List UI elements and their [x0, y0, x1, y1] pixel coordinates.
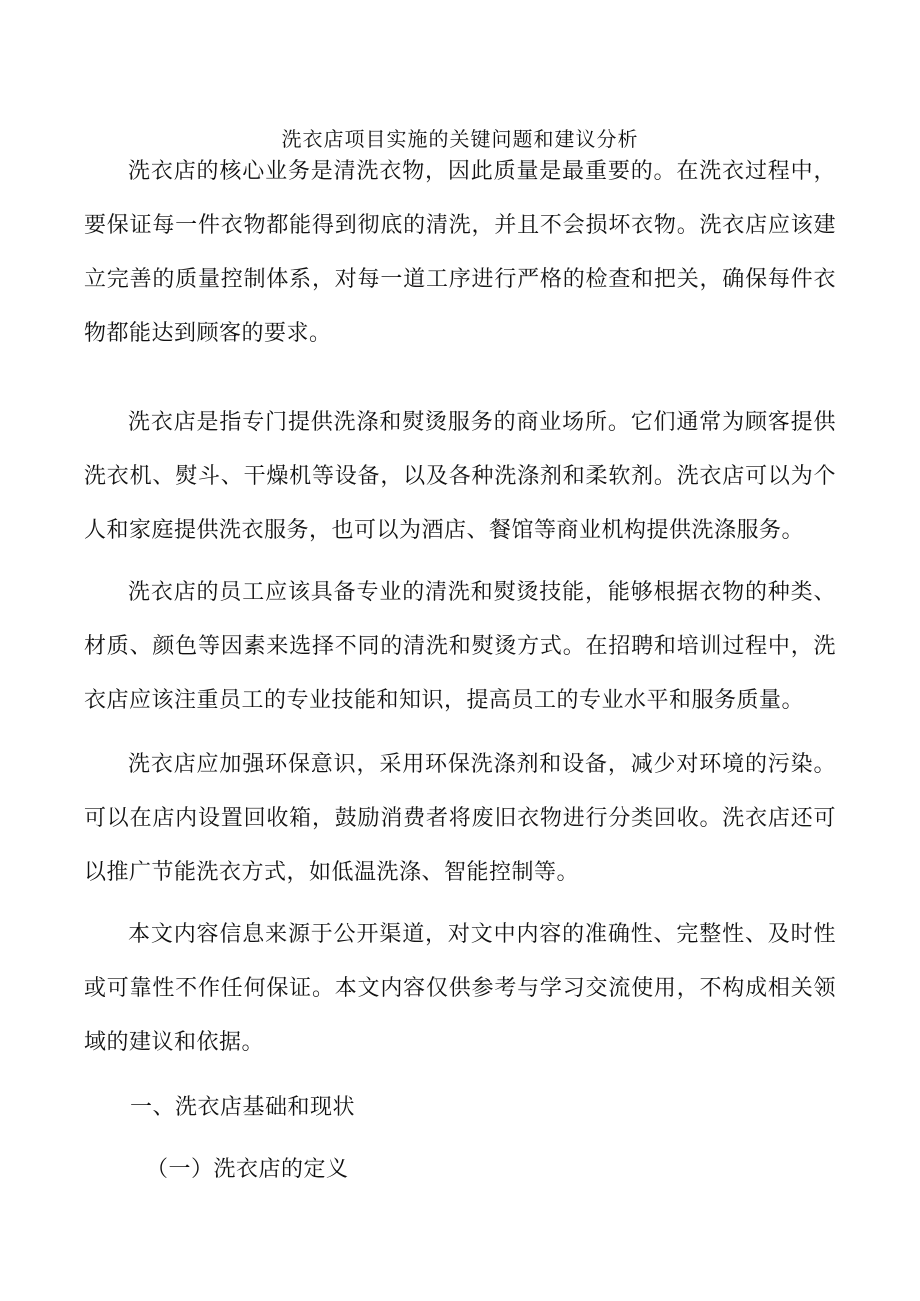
- paragraph-disclaimer: 本文内容信息来源于公开渠道，对文中内容的准确性、完整性、及时性或可靠性不作任何保证。本文内容仅供参考与学习交流使用，不构成相关领域的建议和依据。: [84, 922, 836, 1055]
- paragraph-definition: 洗衣店是指专门提供洗涤和熨烫服务的商业场所。它们通常为顾客提供洗衣机、熨斗、干燥机等设备，以及各种洗涤剂和柔软剂。洗衣店可以为个人和家庭提供洗衣服务，也可以为酒店、餐馆等商业机构提供洗涤服务。: [84, 410, 836, 543]
- subsection-heading: （一）洗衣店的定义: [146, 1157, 349, 1182]
- paragraph-environment: 洗衣店应加强环保意识，采用环保洗涤剂和设备，减少对环境的污染。可以在店内设置回收箱，鼓励消费者将废旧衣物进行分类回收。洗衣店还可以推广节能洗衣方式，如低温洗涤、智能控制等。: [84, 752, 836, 885]
- paragraph-staff: 洗衣店的员工应该具备专业的清洗和熨烫技能，能够根据衣物的种类、材质、颜色等因素来选择不同的清洗和熨烫方式。在招聘和培训过程中，洗衣店应该注重员工的专业技能和知识，提高员工的专业水平和服务质量。: [84, 580, 836, 713]
- document-title: 洗衣店项目实施的关键问题和建议分析: [281, 127, 639, 151]
- section-heading: 一、洗衣店基础和现状: [130, 1095, 356, 1120]
- paragraph-quality: 洗衣店的核心业务是清洗衣物，因此质量是最重要的。在洗衣过程中，要保证每一件衣物都能得到彻底的清洗，并且不会损坏衣物。洗衣店应该建立完善的质量控制体系，对每一道工序进行严格的检查和把关，确保每件衣物都能达到顾客的要求。: [84, 159, 836, 346]
